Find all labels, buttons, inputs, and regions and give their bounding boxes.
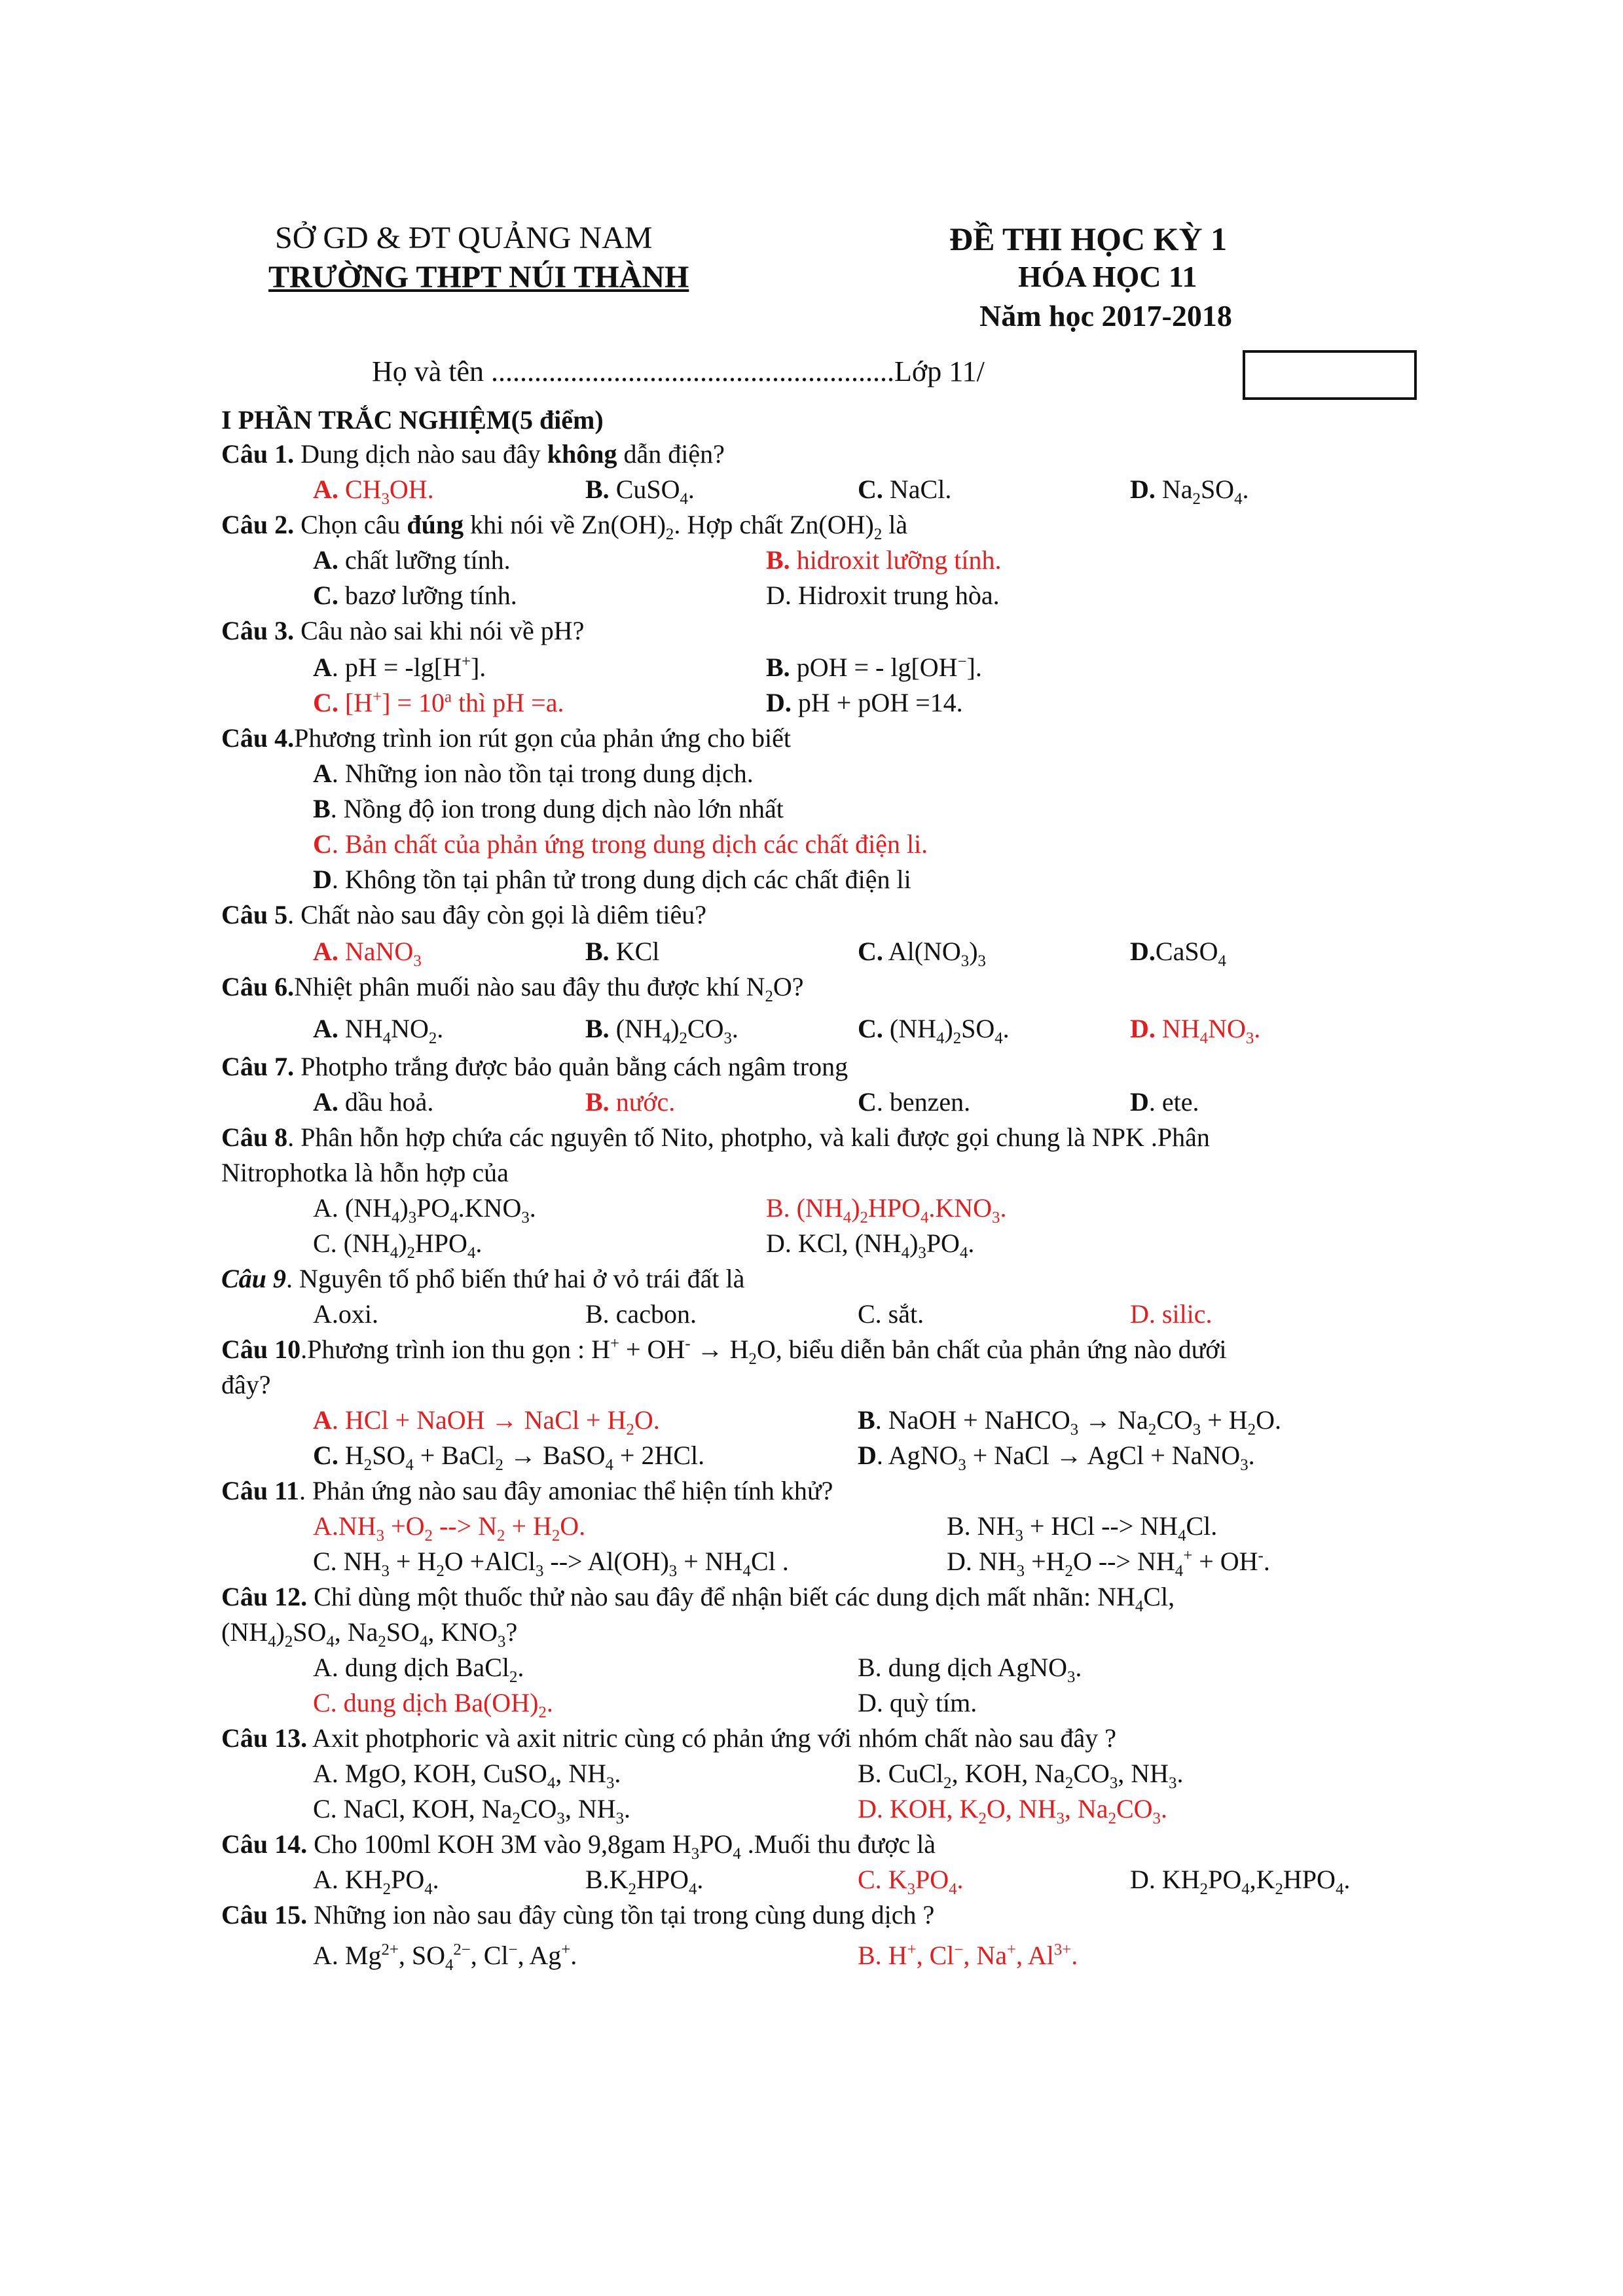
question-1: Câu 1. Dung dịch nào sau đây không dẫn điện? xyxy=(221,439,725,469)
question-10: Câu 10.Phương trình ion thu gọn : $H^+ + OH^- \to H_2O$, biểu diễn bản chất của phản ứng nào dưới xyxy=(221,1335,1227,1368)
q5-option-c[interactable]: C. $Al(NO_3)_3$ xyxy=(858,937,986,970)
q2-option-d[interactable]: D. Hidroxit trung hòa. xyxy=(766,581,1000,610)
question-6: Câu 6.Nhiệt phân muối nào sau đây thu được khí $N_2O$? xyxy=(221,972,804,1005)
question-5: Câu 5. Chất nào sau đây còn gọi là diêm tiêu? xyxy=(221,900,706,929)
q8-option-c[interactable]: C. $(NH_4)_2HPO_4$. xyxy=(313,1229,483,1262)
q8-option-a[interactable]: A. $(NH_4)_3PO_4.KNO_3$. xyxy=(313,1193,536,1227)
q9-option-a[interactable]: A.oxi. xyxy=(313,1299,378,1329)
question-14: Câu 14. Cho 100ml KOH 3M vào 9,8gam $H_3PO_4$ .Muối thu được là xyxy=(221,1829,936,1863)
question-8-line2: Nitrophotka là hỗn hợp của xyxy=(221,1158,509,1187)
q1-option-b[interactable]: B. CuSO$_4$. xyxy=(585,475,695,508)
q13-option-a[interactable]: A. MgO, KOH, CuSO$_4$, $NH_3$. xyxy=(313,1759,621,1792)
q8-option-d[interactable]: D. KCl, $(NH_4)_3PO_4$. xyxy=(766,1229,975,1262)
q6-option-d[interactable]: D. $NH_4NO_3$. xyxy=(1130,1014,1261,1047)
q7-option-a[interactable]: A. dầu hoả. xyxy=(313,1087,434,1117)
q13-option-b[interactable]: B. CuCl$_2$, KOH, $Na_2CO_3$, $NH_3$. xyxy=(858,1759,1184,1792)
student-name-line[interactable]: Họ và tên ........................................................Lớp 11/ xyxy=(372,355,985,387)
q12-option-c[interactable]: C. dung dịch $Ba(OH)_2$. xyxy=(313,1688,553,1721)
q4-option-d[interactable]: D. Không tồn tại phân tử trong dung dịch các chất điện li xyxy=(313,865,911,894)
q12-option-d[interactable]: D. quỳ tím. xyxy=(858,1688,977,1717)
question-13: Câu 13. Axit photphoric và axit nitric cùng có phản ứng với nhóm chất nào sau đây ? xyxy=(221,1723,1117,1753)
q14-option-c[interactable]: C. $K_3PO_4$. xyxy=(858,1865,964,1898)
q3-option-d[interactable]: D. pH + pOH =14. xyxy=(766,688,963,717)
q4-option-c[interactable]: C. Bản chất của phản ứng trong dung dịch các chất điện li. xyxy=(313,829,928,859)
q15-option-a[interactable]: A. $Mg^{2+}$, $SO_4^{2-}$, Cl−, Ag+. xyxy=(313,1941,577,1974)
q4-option-a[interactable]: A. Những ion nào tồn tại trong dung dịch. xyxy=(313,759,754,788)
exam-title: ĐỀ THI HỌC KỲ 1 xyxy=(949,221,1228,257)
question-4: Câu 4.Phương trình ion rút gọn của phản ứng cho biết xyxy=(221,723,791,753)
q5-option-d[interactable]: D.CaSO$_4$ xyxy=(1130,937,1226,970)
question-7: Câu 7. Photpho trắng được bảo quản bằng cách ngâm trong xyxy=(221,1052,848,1081)
question-12-line2: $(NH_4)_2SO_4$, $Na_2SO_4$, $KNO_3$? xyxy=(221,1617,518,1651)
question-10-line2: đây? xyxy=(221,1370,271,1399)
school-name: TRƯỜNG THPT NÚI THÀNH xyxy=(268,260,689,295)
q11-option-d[interactable]: D. $NH_3 +H_2O$ --> $NH_4^+ + OH^-$. xyxy=(947,1547,1270,1580)
q2-option-a[interactable]: A. chất lưỡng tính. xyxy=(313,545,511,575)
question-3: Câu 3. Câu nào sai khi nói về pH? xyxy=(221,616,585,645)
question-2: Câu 2. Chọn câu đúng khi nói về $Zn(OH)_2$. Hợp chất $Zn(OH)_2$ là xyxy=(221,510,908,543)
q2-option-b[interactable]: B. hidroxit lưỡng tính. xyxy=(766,545,1002,575)
question-12: Câu 12. Chỉ dùng một thuốc thử nào sau đây để nhận biết các dung dịch mất nhãn: $NH_4Cl$, xyxy=(221,1582,1175,1615)
q3-option-b[interactable]: B. pOH = - lg[OH−]. xyxy=(766,653,982,682)
q11-option-b[interactable]: B. $NH_3$ + HCl --> $NH_4Cl$. xyxy=(947,1511,1218,1545)
q7-option-d[interactable]: D. ete. xyxy=(1130,1087,1199,1117)
q14-option-b[interactable]: $B.K_2HPO_4$. xyxy=(585,1865,704,1898)
q8-option-b[interactable]: B. $(NH_4)_2HPO_4.KNO_3$. xyxy=(766,1193,1007,1227)
question-15: Câu 15. Những ion nào sau đây cùng tồn tại trong cùng dung dịch ? xyxy=(221,1900,935,1929)
q5-option-a[interactable]: A. NaNO$_3$ xyxy=(313,937,422,970)
q3-option-c[interactable]: C. $[H^+] = 10^a$ thì pH =a. xyxy=(313,688,564,717)
q6-option-c[interactable]: C. $(NH_4)_2SO_4$. xyxy=(858,1014,1010,1047)
q11-option-c[interactable]: C. $NH_3 + H_2O$ +AlCl$_3$ --> $Al(OH)_3 + NH_4Cl$ . xyxy=(313,1547,789,1580)
q15-option-b[interactable]: B. H+, Cl−, Na+, $Al^{3+}$. xyxy=(858,1941,1078,1970)
q11-option-a[interactable]: $A.NH_3 +O_2$ --> $N_2 + H_2O$. xyxy=(313,1511,586,1545)
q13-option-c[interactable]: C. NaCl, KOH, $Na_2CO_3$, $NH_3$. xyxy=(313,1794,630,1827)
q9-option-d[interactable]: D. silic. xyxy=(1130,1299,1213,1329)
q7-option-c[interactable]: C. benzen. xyxy=(858,1087,971,1117)
question-9: Câu 9. Nguyên tố phổ biến thứ hai ở vỏ trái đất là xyxy=(221,1264,745,1293)
q9-option-c[interactable]: C. sắt. xyxy=(858,1299,924,1329)
q5-option-b[interactable]: B. KCl xyxy=(585,937,660,966)
q7-option-b[interactable]: B. nước. xyxy=(585,1087,676,1117)
section-title: I PHẦN TRẮC NGHIỆM(5 điểm) xyxy=(221,405,604,435)
dept-name: SỞ GD & ĐT QUẢNG NAM xyxy=(275,221,653,255)
subject: HÓA HỌC 11 xyxy=(1018,260,1197,293)
question-8: Câu 8. Phân hỗn hợp chứa các nguyên tố Nito, photpho, và kali được gọi chung là NPK .Phân xyxy=(221,1122,1210,1152)
q10-option-b[interactable]: B. NaOH + NaHCO$_3$ → $Na_2CO_3 + H_2O$. xyxy=(858,1405,1281,1439)
score-box xyxy=(1243,350,1417,400)
q14-option-a[interactable]: A. $KH_2PO_4$. xyxy=(313,1865,439,1898)
school-year: Năm học 2017-2018 xyxy=(979,299,1232,332)
q12-option-a[interactable]: A. dung dịch BaCl$_2$. xyxy=(313,1653,524,1686)
q1-option-d[interactable]: D. $Na_2SO_4$. xyxy=(1130,475,1249,508)
q4-option-b[interactable]: B. Nồng độ ion trong dung dịch nào lớn nhất xyxy=(313,794,784,823)
q12-option-b[interactable]: B. dung dịch AgNO$_3$. xyxy=(858,1653,1082,1686)
q14-option-d[interactable]: D. $KH_2PO_4,K_2HPO_4$. xyxy=(1130,1865,1351,1898)
q1-option-a[interactable]: A. $CH_3OH$. xyxy=(313,475,434,508)
q3-option-a[interactable]: A. pH = -lg[H+]. xyxy=(313,653,486,682)
question-11: Câu 11. Phản ứng nào sau đây amoniac thể hiện tính khử? xyxy=(221,1476,833,1505)
q10-option-a[interactable]: A. HCl + NaOH → NaCl + $H_2O$. xyxy=(313,1405,660,1439)
q10-option-d[interactable]: D. AgNO$_3$ + NaCl → AgCl + NaNO$_3$. xyxy=(858,1441,1255,1474)
q1-option-c[interactable]: C. NaCl. xyxy=(858,475,952,504)
q13-option-d[interactable]: D. KOH, $K_2O$, $NH_3$, $Na_2CO_3$. xyxy=(858,1794,1167,1827)
q6-option-b[interactable]: B. $(NH_4)_2CO_3$. xyxy=(585,1014,739,1047)
q10-option-c[interactable]: C. $H_2SO_4$ + BaCl$_2$ → BaSO$_4$ + 2HCl. xyxy=(313,1441,705,1474)
q6-option-a[interactable]: A. $NH_4NO_2$. xyxy=(313,1014,444,1047)
q2-option-c[interactable]: C. bazơ lưỡng tính. xyxy=(313,581,517,610)
q9-option-b[interactable]: B. cacbon. xyxy=(585,1299,697,1329)
